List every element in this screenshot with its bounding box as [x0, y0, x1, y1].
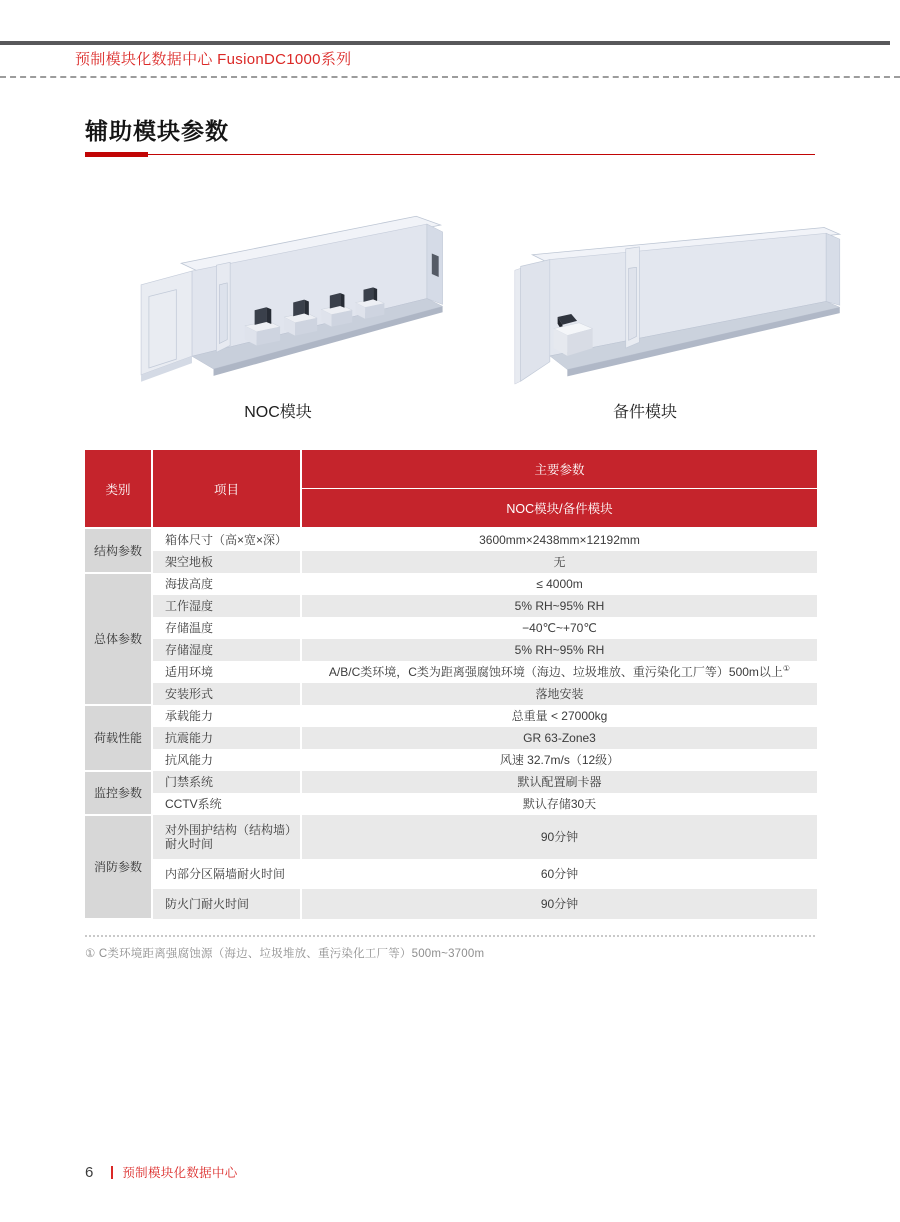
spec-table-block: [85, 450, 817, 961]
footer-text: 预制模块化数据中心: [122, 1166, 238, 1180]
item-cell: 箱体尺寸（高×宽×深）: [152, 528, 301, 551]
dashed-divider: [0, 76, 900, 78]
section-title: 辅助模块参数: [85, 118, 229, 144]
value-cell: 风速 32.7m/s（12级）: [301, 749, 817, 771]
table-row: [85, 793, 817, 815]
table-row: [85, 705, 817, 727]
spare-module-figure: [502, 208, 874, 388]
value-cell: 90分钟: [301, 815, 817, 859]
value-cell: 总重量 < 27000kg: [301, 705, 817, 727]
table-row: [85, 551, 817, 573]
category-cell: 监控参数: [85, 771, 152, 815]
page-number: 6: [85, 1163, 94, 1181]
value-cell: ≤ 4000m: [301, 573, 817, 595]
page-footer: [85, 1163, 238, 1181]
value-cell: A/B/C类环境，C类为距离强腐蚀环境（海边、垃圾堆放、重污染化工厂等）500m以上①: [301, 661, 817, 683]
item-cell: 门禁系统: [152, 771, 301, 793]
value-cell: 默认配置刷卡器: [301, 771, 817, 793]
item-cell: 防火门耐火时间: [152, 889, 301, 919]
value-cell: 落地安装: [301, 683, 817, 705]
doc-header: 预制模块化数据中心 FusionDC1000系列: [75, 51, 352, 68]
value-cell: 90分钟: [301, 889, 817, 919]
spare-module-caption: 备件模块: [612, 404, 677, 421]
spare-module-image: [502, 208, 874, 388]
category-cell: 结构参数: [85, 528, 152, 573]
dotted-divider: [85, 935, 815, 937]
table-row: [85, 859, 817, 889]
value-cell: 3600mm×2438mm×12192mm: [301, 528, 817, 551]
value-cell: 默认存储30天: [301, 793, 817, 815]
value-cell: GR 63-Zone3: [301, 727, 817, 749]
header-item: 项目: [152, 450, 301, 528]
table-row: [85, 595, 817, 617]
table-row: [85, 617, 817, 639]
value-cell: 5% RH~95% RH: [301, 639, 817, 661]
item-cell: 适用环境: [152, 661, 301, 683]
item-cell: 抗震能力: [152, 727, 301, 749]
value-cell: 60分钟: [301, 859, 817, 889]
category-cell: 总体参数: [85, 573, 152, 705]
item-cell: 存储湿度: [152, 639, 301, 661]
title-underline-thin: [148, 154, 815, 155]
table-row: [85, 683, 817, 705]
item-cell: 安装形式: [152, 683, 301, 705]
header-category: 类别: [85, 450, 152, 528]
table-row: [85, 727, 817, 749]
noc-module-caption: NOC模块: [244, 404, 312, 421]
value-cell: −40℃~+70℃: [301, 617, 817, 639]
value-cell: 5% RH~95% RH: [301, 595, 817, 617]
table-row: [85, 661, 817, 683]
item-cell: CCTV系统: [152, 793, 301, 815]
category-cell: 荷载性能: [85, 705, 152, 771]
table-row: [85, 889, 817, 919]
title-underline-thick: [85, 152, 148, 157]
footer-separator: [111, 1166, 113, 1179]
title-underline: [85, 152, 815, 158]
header-params-sub: NOC模块/备件模块: [301, 489, 817, 529]
table-row: [85, 528, 817, 551]
footnote-ref: ①: [782, 664, 791, 673]
table-row: [85, 639, 817, 661]
item-cell: 抗风能力: [152, 749, 301, 771]
item-cell: 存储温度: [152, 617, 301, 639]
item-cell: 架空地板: [152, 551, 301, 573]
table-row: [85, 771, 817, 793]
item-cell: 工作湿度: [152, 595, 301, 617]
category-cell: 消防参数: [85, 815, 152, 919]
value-cell: 无: [301, 551, 817, 573]
top-bar: [0, 41, 890, 45]
table-row: [85, 749, 817, 771]
table-row: [85, 573, 817, 595]
footnote: ① C类环境距离强腐蚀源（海边、垃圾堆放、重污染化工厂等）500m~3700m: [85, 948, 485, 960]
item-cell: 海拔高度: [152, 573, 301, 595]
item-cell: 内部分区隔墙耐火时间: [152, 859, 301, 889]
header-params: 主要参数: [301, 450, 817, 489]
spec-table: [85, 450, 817, 920]
table-row: [85, 815, 817, 859]
noc-module-image: [98, 202, 470, 394]
noc-module-figure: [98, 202, 470, 394]
item-cell: 对外围护结构（结构墙）耐火时间: [152, 815, 301, 859]
item-cell: 承载能力: [152, 705, 301, 727]
